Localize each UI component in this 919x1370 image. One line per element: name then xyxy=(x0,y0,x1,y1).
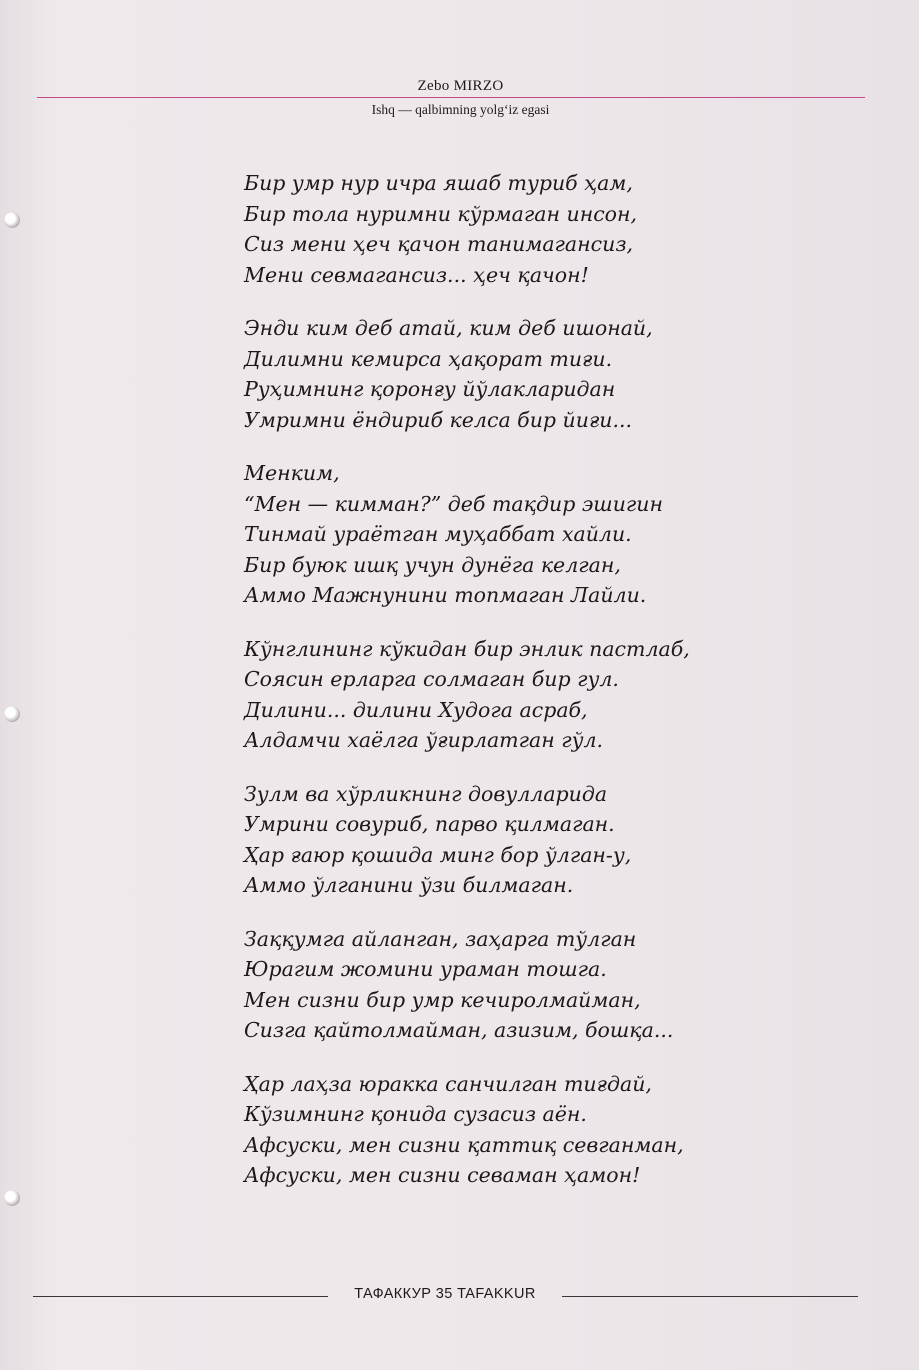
poem-line: Сизга қайтолмайман, азизим, бошқа... xyxy=(244,1018,674,1042)
binder-hole xyxy=(4,706,20,722)
article-subtitle: Ishq — qalbimning yolg‘iz egasi xyxy=(371,102,550,117)
poem-stanza xyxy=(244,1069,884,1191)
poem-line: Умримни ёндириб келса бир йиғи... xyxy=(244,407,633,432)
poem-line: Аммо Мажнунини топмаган Лайли. xyxy=(244,583,647,607)
poem-line: Юрагим жомини ураман тошга. xyxy=(244,957,607,981)
poem-stanza xyxy=(244,458,884,611)
poem-line: “Мен — кимман?” деб тақдир эшигин xyxy=(244,491,663,516)
poem-stanza xyxy=(244,634,884,756)
poem-body xyxy=(244,168,884,1214)
footer-folio: ТАФАККУР 35 TAFAKKUR xyxy=(354,1286,536,1302)
poem-stanza xyxy=(244,313,884,435)
poem-line: Бир умр нур ичра яшаб туриб ҳам, xyxy=(244,171,633,195)
header-rule xyxy=(37,97,865,98)
page-footer xyxy=(0,1284,919,1308)
poem-line: Дилини... дилини Худога асраб, xyxy=(244,697,588,722)
poem-line: Ҳар лаҳза юракка санчилган тиғдай, xyxy=(244,1071,652,1096)
poem-line: Кўзимнинг қонида сузасиз аён. xyxy=(244,1102,587,1126)
footer-rule-right xyxy=(562,1296,858,1297)
poem-line: Зулм ва хўрликнинг довулларида xyxy=(244,781,608,806)
binder-hole xyxy=(4,1190,20,1206)
poem-line: Умрини совуриб, парво қилмаган. xyxy=(244,812,615,836)
poem-line: Ҳар ғаюр қошида минг бор ўлган-у, xyxy=(244,842,632,867)
footer-rule-left xyxy=(33,1296,328,1297)
poem-line: Менким, xyxy=(244,461,340,485)
poem-line: Руҳимнинг қоронғу йўлакларидан xyxy=(244,377,616,401)
poem-line: Мени севмагансиз... ҳеч қачон! xyxy=(244,262,589,287)
poem-stanza xyxy=(244,779,884,901)
poem-line: Заққумга айланган, заҳарга тўлган xyxy=(244,926,637,951)
poem-line: Аммо ўлганини ўзи билмаган. xyxy=(244,873,574,897)
poem-line: Афсуски, мен сизни қаттиқ севганман, xyxy=(244,1132,684,1157)
poem-line: Сиз мени ҳеч қачон танимагансиз, xyxy=(244,232,634,256)
poem-stanza xyxy=(244,924,884,1046)
author-name: Zebo MIRZO xyxy=(417,78,504,94)
poem-stanza xyxy=(244,168,884,290)
poem-line: Тинмай ураётган муҳаббат хайли. xyxy=(244,522,632,546)
poem-line: Афсуски, мен сизни севаман ҳамон! xyxy=(244,1163,641,1187)
poem-line: Мен сизни бир умр кечиролмайман, xyxy=(244,987,641,1012)
poem-line: Бир тола нуримни кўрмаган инсон, xyxy=(244,201,638,226)
binder-hole xyxy=(4,212,20,228)
poem-line: Энди ким деб атай, ким деб ишонай, xyxy=(244,316,653,340)
poem-line: Дилимни кемирса ҳақорат тиғи. xyxy=(244,346,613,371)
poem-line: Алдамчи хаёлга ўғирлатган гўл. xyxy=(244,728,604,752)
poem-line: Соясин ерларга солмаган бир гул. xyxy=(244,667,619,691)
poem-line: Бир буюк ишқ учун дунёга келган, xyxy=(244,552,621,577)
poem-line: Кўнглининг кўкидан бир энлик пастлаб, xyxy=(244,636,690,661)
